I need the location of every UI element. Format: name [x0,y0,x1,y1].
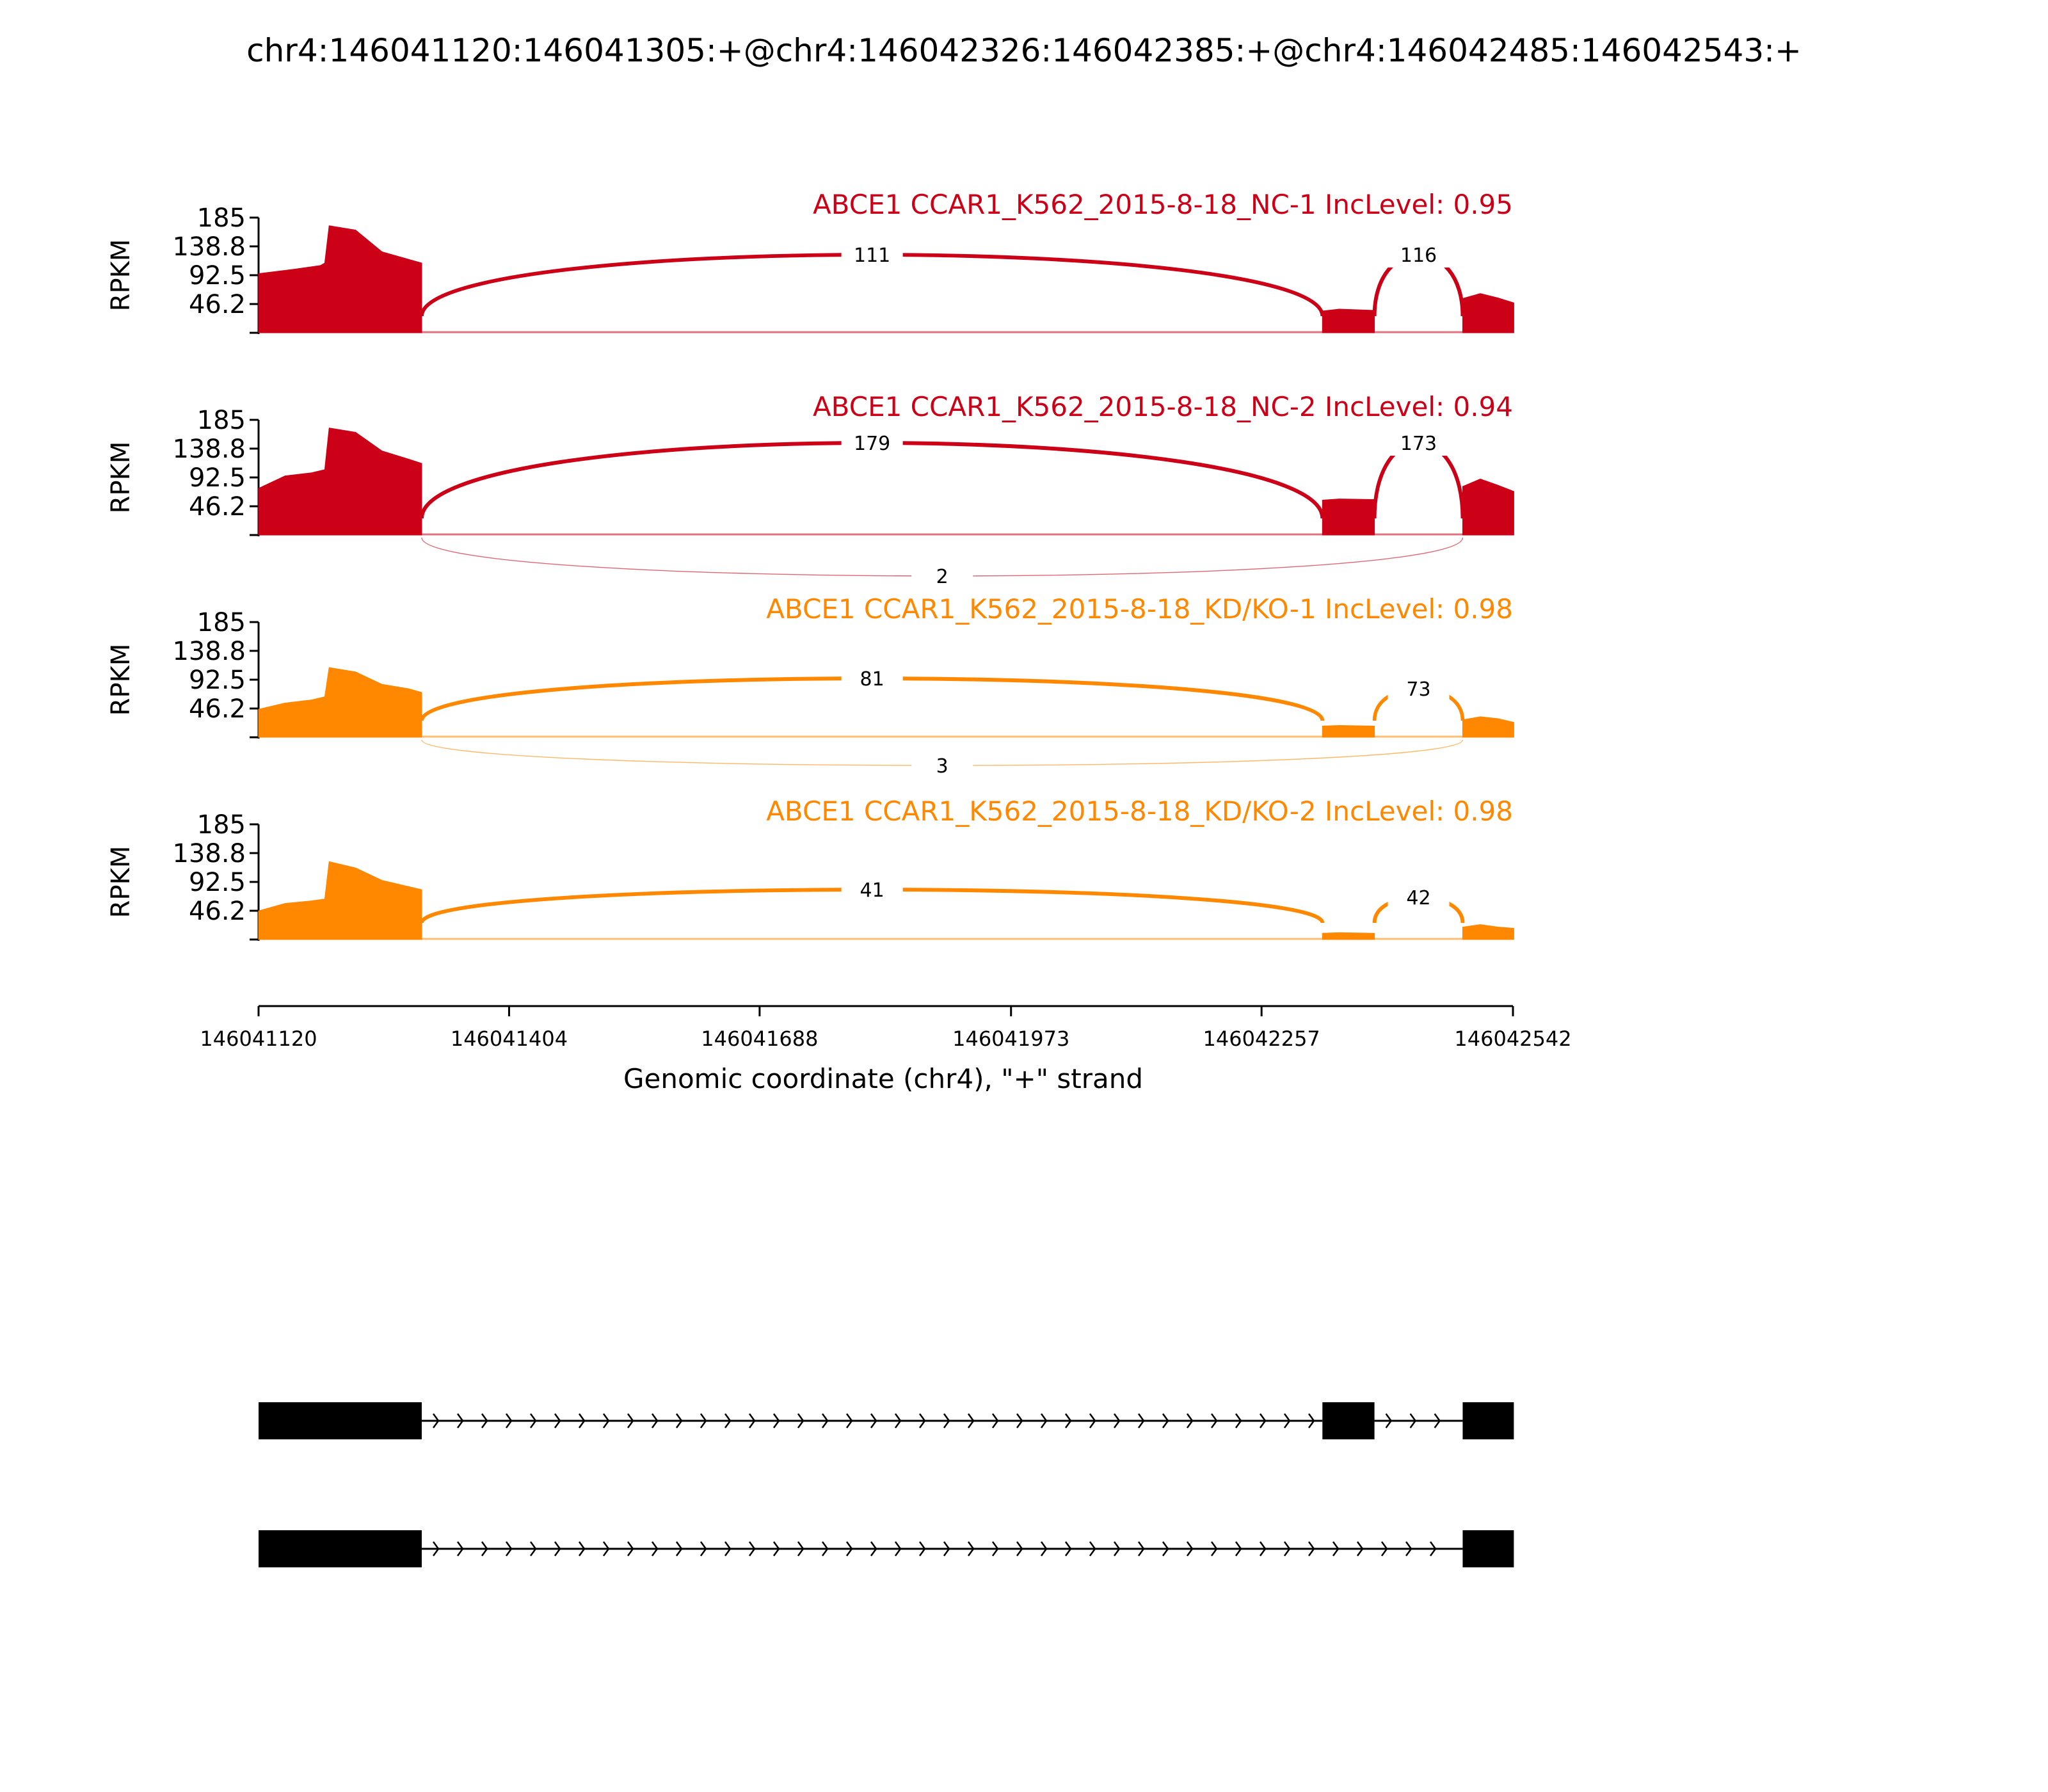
y-axis-label: RPKM [106,845,136,918]
y-tick-label: 46.2 [188,897,246,927]
y-tick-label: 92.5 [188,261,246,291]
y-axis-label: RPKM [106,441,136,514]
coverage-area-exon2 [1322,932,1374,940]
sample-label: ABCE1 CCAR1_K562_2015-8-18_KD/KO-2 IncLevel: 0.98 [766,796,1513,827]
y-tick-label: 185 [196,810,246,840]
y-tick-label: 185 [196,406,246,435]
x-tick-label: 146041688 [701,1027,819,1051]
y-tick-label: 185 [196,204,246,233]
junction-count-label: 41 [860,879,884,902]
y-tick-label: 46.2 [188,694,246,724]
exon-block-exon2 [1322,1402,1374,1439]
y-tick-label: 92.5 [188,666,246,695]
junction-count-label: 3 [936,755,948,778]
junction-count-label: 179 [854,433,891,455]
coverage-area-exon2 [1322,309,1374,333]
junction-count-label: 116 [1400,244,1437,267]
sample-label: ABCE1 CCAR1_K562_2015-8-18_NC-2 IncLevel: 0.94 [812,391,1513,422]
y-axis-label: RPKM [106,643,136,716]
y-tick-label: 92.5 [188,463,246,493]
junction-count-label: 111 [854,244,891,267]
x-tick-label: 146041973 [952,1027,1070,1051]
coverage-area-exon2 [1322,499,1374,535]
y-tick-label: 138.8 [172,636,246,666]
y-tick-label: 185 [196,608,246,637]
sample-label: ABCE1 CCAR1_K562_2015-8-18_KD/KO-1 IncLevel: 0.98 [766,593,1513,625]
figure-title: chr4:146041120:146041305:+@chr4:146042326:146042385:+@chr4:146042485:146042543:+ [246,32,1802,69]
x-tick-label: 146041404 [450,1027,568,1051]
y-tick-label: 138.8 [172,838,246,868]
x-tick-label: 146042257 [1203,1027,1320,1051]
coverage-area-exon2 [1322,726,1374,737]
x-tick-label: 146042542 [1454,1027,1572,1051]
exon-block-exon3 [1462,1530,1514,1567]
y-tick-label: 46.2 [188,492,246,522]
y-tick-label: 138.8 [172,232,246,262]
junction-count-label: 73 [1406,678,1431,701]
y-tick-label: 92.5 [188,868,246,897]
junction-count-label: 2 [936,566,948,588]
y-axis-label: RPKM [106,239,136,312]
exon-block-exon1 [259,1530,422,1567]
sample-label: ABCE1 CCAR1_K562_2015-8-18_NC-1 IncLevel: 0.95 [812,189,1513,220]
y-tick-label: 138.8 [172,434,246,464]
exon-block-exon3 [1462,1402,1514,1439]
x-tick-label: 146041120 [200,1027,317,1051]
junction-count-label: 81 [860,668,884,691]
x-axis-label: Genomic coordinate (chr4), "+" strand [623,1063,1144,1094]
y-tick-label: 46.2 [188,290,246,320]
junction-count-label: 42 [1406,887,1431,909]
exon-block-exon1 [259,1402,422,1439]
junction-count-label: 173 [1400,433,1437,455]
